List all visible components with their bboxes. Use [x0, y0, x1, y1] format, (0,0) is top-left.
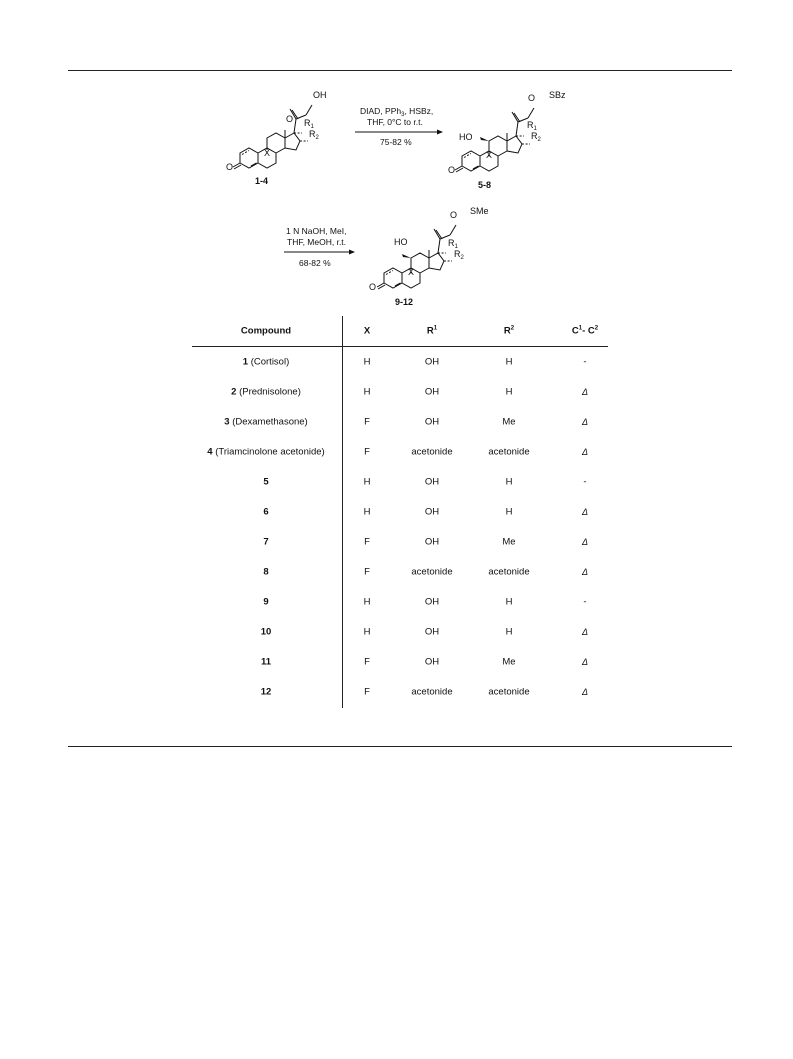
cell-c1-c2: Δ [581, 447, 589, 457]
cell-x: F [364, 536, 370, 548]
table-row [192, 617, 608, 647]
compound-number: 12 [260, 686, 272, 698]
compound-number: 7 [263, 536, 269, 548]
sme-label: SMe [470, 206, 489, 216]
o-label-5-8: O [528, 93, 536, 103]
bottom-rule [68, 746, 732, 747]
r2-label-3: $R_2$ [454, 249, 464, 261]
table-row [192, 467, 608, 497]
cell-r2: acetonide [488, 446, 530, 458]
table-row [192, 647, 608, 677]
table-row [192, 527, 608, 557]
cell-c1-c2: - [583, 596, 587, 608]
compound-label-9-12: 9-12 [395, 297, 414, 307]
cell-x: H [363, 476, 371, 488]
oh-label: OH [313, 90, 327, 100]
cell-x: F [364, 416, 370, 428]
cell-r1: OH [424, 356, 440, 368]
table-header-rule [192, 346, 608, 347]
cell-compound [263, 567, 268, 578]
cell-c1-c2: Δ [581, 657, 589, 667]
compound-label-5-8: 5-8 [478, 180, 492, 190]
table-row [192, 377, 608, 407]
reagents-step1-line2: THF, 0°C to r.t. [367, 117, 423, 127]
cell-r1: OH [424, 656, 440, 668]
cell-r2: H [505, 626, 513, 638]
reagents-step2-line2: THF, MeOH, r.t. [287, 237, 347, 247]
reagents-step2-line1: 1 N NaOH, MeI, [286, 226, 347, 236]
cell-x: F [364, 656, 370, 668]
compound-number: 3 [224, 416, 230, 428]
table-vertical-rule [342, 316, 343, 708]
r1-label-2: $R_1$ [527, 120, 537, 132]
compound-number: 2 [231, 386, 237, 398]
o-label-3: O [369, 282, 377, 292]
table-row [192, 347, 608, 377]
compound-label-1-4: 1-4 [255, 176, 269, 186]
cell-compound [224, 417, 307, 428]
cell-r2: acetonide [488, 686, 530, 698]
cell-r2: Me [502, 656, 516, 668]
oxygen-label: O [286, 114, 294, 124]
cell-x: H [363, 626, 371, 638]
table-body [192, 347, 608, 707]
r2-label-2: $R_2$ [531, 131, 541, 143]
cell-c1-c2: - [583, 476, 587, 488]
compound-number: 9 [263, 596, 269, 608]
header-x: X [363, 325, 371, 337]
cell-x: H [363, 506, 371, 518]
cell-r2: H [505, 596, 513, 608]
cell-r1: acetonide [411, 566, 453, 578]
table-row [192, 407, 608, 437]
compound-number: 6 [263, 506, 269, 518]
table-row [192, 587, 608, 617]
cell-compound [263, 597, 268, 608]
cell-compound [261, 627, 272, 638]
cell-r2: acetonide [488, 566, 530, 578]
cell-compound [243, 357, 289, 368]
cell-x: H [363, 596, 371, 608]
ho-label-9-12: HO [394, 237, 408, 247]
compound-number: 10 [260, 626, 272, 638]
cell-c1-c2: - [583, 356, 587, 368]
cell-c1-c2: Δ [581, 687, 589, 697]
compound-name: (Prednisolone) [236, 386, 301, 398]
o-label-2: O [448, 165, 456, 175]
compound-name: (Dexamethasone) [229, 416, 308, 428]
r1-label-1: $R_1$ [304, 118, 314, 130]
cell-r1: acetonide [411, 686, 453, 698]
cell-c1-c2: Δ [581, 537, 589, 547]
header-r1: $R^1$ [426, 325, 438, 337]
header-c1-c2: $C^1-$ $C^2$ [571, 325, 599, 337]
cell-c1-c2: Δ [581, 387, 589, 397]
cell-compound [207, 447, 324, 458]
cell-r1: OH [424, 626, 440, 638]
compound-table [192, 316, 608, 707]
cell-r2: H [505, 386, 513, 398]
structure-1-4 [233, 105, 312, 169]
x-label-1: X [264, 148, 271, 158]
cell-x: F [364, 566, 370, 578]
cell-r1: OH [424, 596, 440, 608]
x-label-3: X [408, 267, 415, 277]
table-row [192, 557, 608, 587]
cell-r1: OH [424, 536, 440, 548]
cell-x: H [363, 356, 371, 368]
cell-r1: OH [424, 476, 440, 488]
cell-r2: H [505, 476, 513, 488]
compound-number: 8 [263, 566, 269, 578]
cell-c1-c2: Δ [581, 417, 589, 427]
cell-compound [261, 687, 272, 698]
cell-x: F [364, 686, 370, 698]
compound-name: (Triamcinolone acetonide) [212, 446, 325, 458]
sbz-label: SBz [549, 90, 566, 100]
cell-x: F [364, 446, 370, 458]
cell-r1: OH [424, 416, 440, 428]
cell-r2: H [505, 506, 513, 518]
table-row [192, 437, 608, 467]
compound-number: 4 [207, 446, 213, 458]
cell-c1-c2: Δ [581, 627, 589, 637]
header-r2: $R^2$ [503, 325, 515, 337]
cell-x: H [363, 386, 371, 398]
cell-r1: OH [424, 386, 440, 398]
structure-9-12 [377, 225, 456, 289]
reagents-step1-line1: DIAD, PPh$_3$, HSBz, [360, 106, 434, 118]
table-row [192, 497, 608, 527]
cell-compound [261, 657, 271, 668]
cell-c1-c2: Δ [581, 567, 589, 577]
x-label-2: X [486, 150, 493, 160]
cell-r1: acetonide [411, 446, 453, 458]
compound-number: 1 [242, 356, 249, 368]
reaction-scheme [0, 0, 793, 320]
r2-label-1: $R_2$ [309, 129, 319, 141]
cell-compound [263, 477, 268, 488]
cell-r2: Me [502, 416, 516, 428]
r1-label-3: $R_1$ [448, 238, 458, 250]
header-compound: Compound [240, 325, 292, 337]
cell-r1: OH [424, 506, 440, 518]
compound-number: 11 [260, 656, 272, 668]
ho-label-5-8: HO [459, 132, 473, 142]
table-header-row [192, 316, 608, 346]
yield-step2: 68-82 % [299, 258, 331, 268]
cell-r2: H [505, 356, 513, 368]
compound-number: 5 [263, 476, 269, 488]
o-label-1: O [226, 162, 234, 172]
yield-step1: 75-82 % [380, 137, 412, 147]
cell-r2: Me [502, 536, 516, 548]
o-label-9-12: O [450, 210, 458, 220]
cell-compound [263, 537, 268, 548]
compound-name: (Cortisol) [248, 356, 290, 368]
table-row [192, 677, 608, 707]
cell-compound [263, 507, 268, 518]
cell-compound [231, 387, 301, 398]
cell-c1-c2: Δ [581, 507, 589, 517]
